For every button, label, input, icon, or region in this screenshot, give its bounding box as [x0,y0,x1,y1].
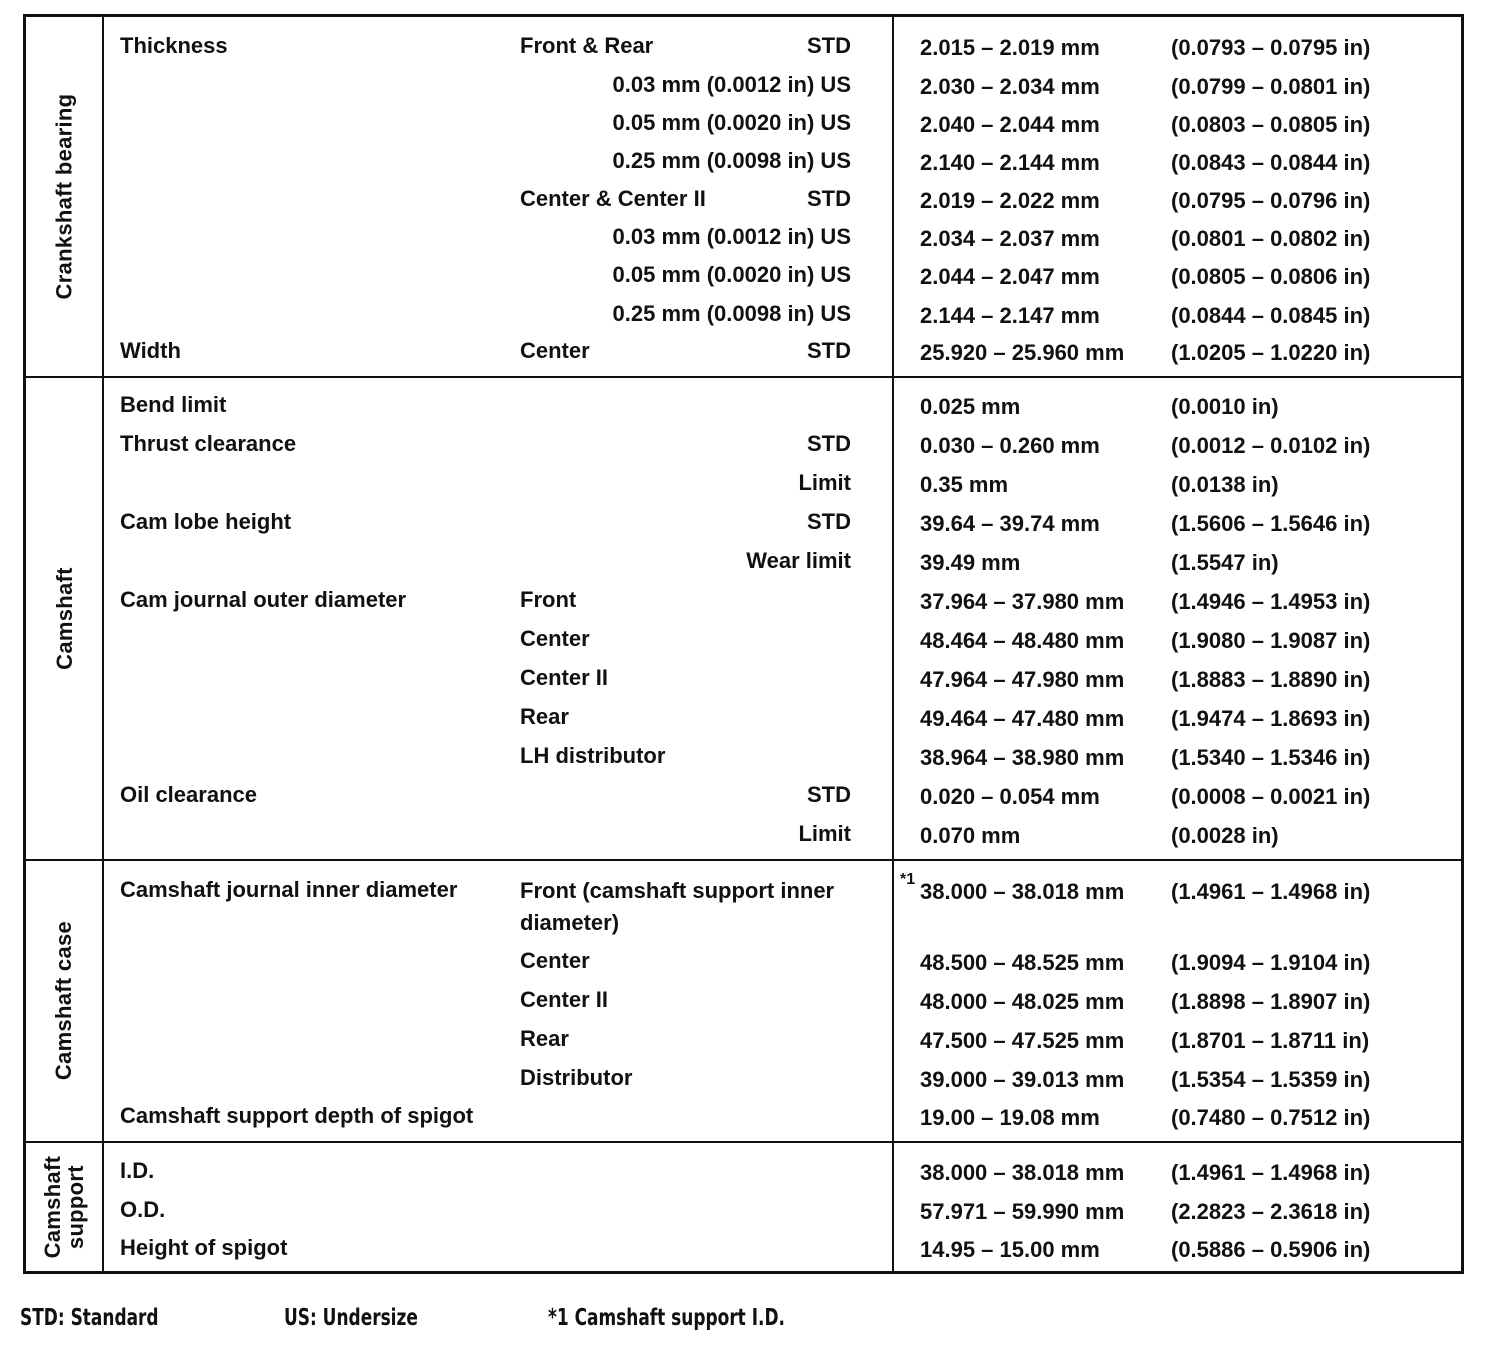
table-row: Oil clearance STD 0.020 – 0.054 mm (0.0008 – 0.0021 in) [120,782,1371,809]
section-label-camshaft: Camshaft [51,567,77,670]
table-row: Limit 0.070 mm (0.0028 in) [798,821,1279,848]
table-row: Center & Center II STD 2.019 – 2.022 mm (0.0795 – 0.0796 in) [520,186,1371,213]
table-row: 0.03 mm (0.0012 in) US 2.034 – 2.037 mm (0.0801 – 0.0802 in) [612,224,1371,251]
table-row: Bend limit 0.025 mm (0.0010 in) [120,392,1279,419]
table-row: 0.05 mm (0.0020 in) US 2.044 – 2.047 mm (0.0805 – 0.0806 in) [612,262,1371,289]
legend-us: US: Undersize [284,1305,418,1331]
table-row: Rear 49.464 – 47.480 mm (1.9474 – 1.8693 in) [520,704,1371,731]
table-row: 0.03 mm (0.0012 in) US 2.030 – 2.034 mm (0.0799 – 0.0801 in) [612,72,1371,99]
table-row: LH distributor 38.964 – 38.980 mm (1.5340 – 1.5346 in) [520,743,1371,770]
table-row: Center 48.464 – 48.480 mm (1.9080 – 1.9087 in) [520,626,1371,653]
table-row: Limit 0.35 mm (0.0138 in) [798,470,1279,497]
table-row: Center II 47.964 – 47.980 mm (1.8883 – 1.8890 in) [520,665,1371,692]
section-label-crankshaft-bearing: Crankshaft bearing [51,93,77,300]
table-row: Rear 47.500 – 47.525 mm (1.8701 – 1.8711 in) [520,1026,1370,1053]
legend-footnote: *1 Camshaft support I.D. [548,1305,786,1331]
table-row: Center II 48.000 – 48.025 mm (1.8898 – 1.8907 in) [520,987,1371,1014]
table-row: Cam lobe height STD 39.64 – 39.74 mm (1.5606 – 1.5646 in) [120,509,1371,536]
table-row: 0.25 mm (0.0098 in) US 2.140 – 2.144 mm (0.0843 – 0.0844 in) [612,148,1371,175]
table-row: Cam journal outer diameter Front 37.964 – 37.980 mm (1.4946 – 1.4953 in) [120,587,1371,614]
section-label-camshaft-support: Camshaft support [39,1155,88,1259]
table-row: Width Center STD 25.920 – 25.960 mm (1.0205 – 1.0220 in) [120,338,1371,365]
table-row: Distributor 39.000 – 39.013 mm (1.5354 – 1.5359 in) [520,1065,1371,1092]
spec-table [23,14,1464,1274]
table-row: O.D. 57.971 – 59.990 mm (2.2823 – 2.3618 in) [120,1197,1371,1224]
table-row: Camshaft journal inner diameter Front (camshaft support inner diameter) *1 38.000 – 38.018 mm (1.4961 – 1.4968 in) [120,871,1371,935]
row-separator [26,859,1461,861]
table-row: Center 48.500 – 48.525 mm (1.9094 – 1.9104 in) [520,948,1371,975]
table-row: Thrust clearance STD 0.030 – 0.260 mm (0.0012 – 0.0102 in) [120,431,1371,458]
table-row: Wear limit 39.49 mm (1.5547 in) [746,548,1279,575]
legend-std: STD: Standard [20,1305,159,1331]
row-separator [26,376,1461,378]
table-row: 0.25 mm (0.0098 in) US 2.144 – 2.147 mm (0.0844 – 0.0845 in) [612,301,1371,328]
table-row: Thickness Front & Rear STD 2.015 – 2.019 mm (0.0793 – 0.0795 in) [120,33,1371,60]
section-label-camshaft-case: Camshaft case [51,921,77,1081]
table-row: Camshaft support depth of spigot 19.00 – 19.08 mm (0.7480 – 0.7512 in) [120,1103,1371,1130]
table-row: I.D. 38.000 – 38.018 mm (1.4961 – 1.4968 in) [120,1158,1371,1185]
table-row: 0.05 mm (0.0020 in) US 2.040 – 2.044 mm (0.0803 – 0.0805 in) [612,110,1371,137]
table-row: Height of spigot 14.95 – 15.00 mm (0.5886 – 0.5906 in) [120,1235,1371,1262]
row-separator [26,1141,1461,1143]
